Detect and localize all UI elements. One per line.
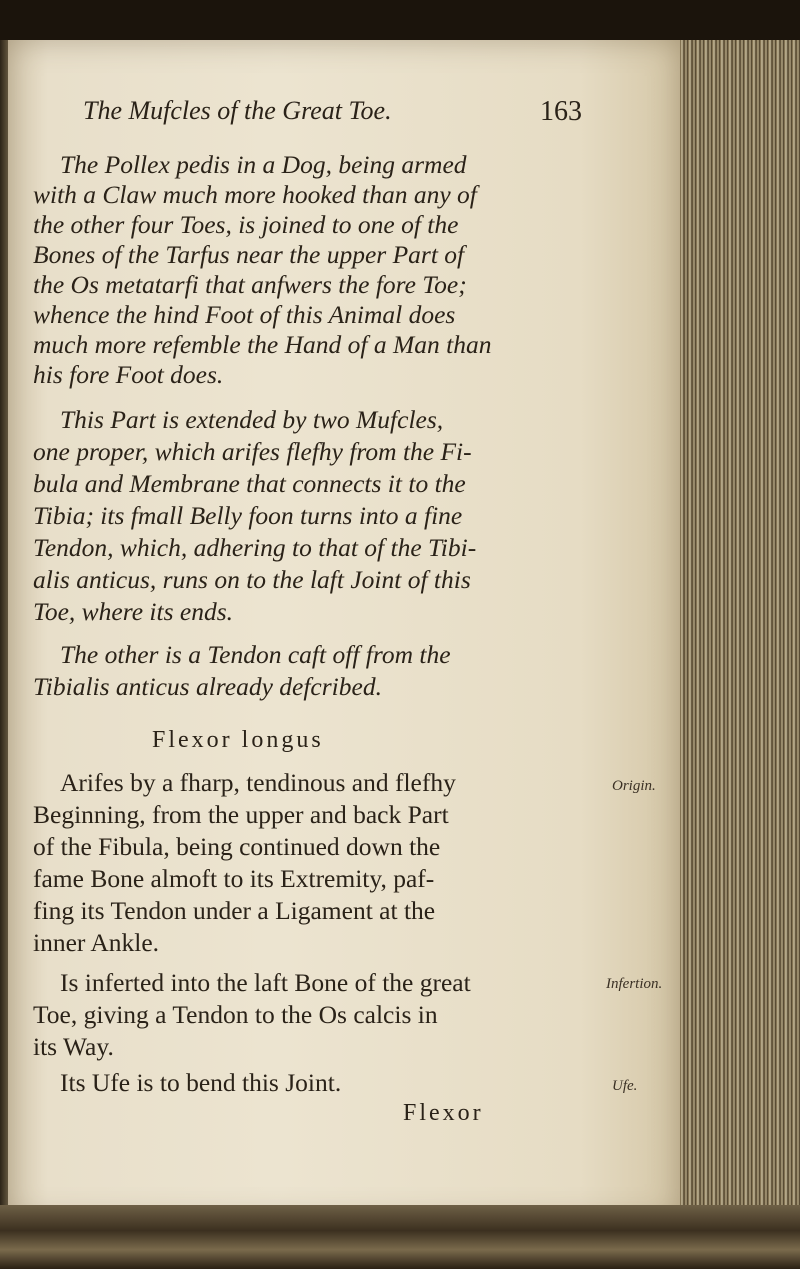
text-line: inner Ankle. bbox=[33, 928, 160, 957]
text-line: his fore Foot does. bbox=[33, 360, 224, 389]
text-line: The Pollex pedis in a Dog, being armed bbox=[60, 150, 467, 179]
text-line: the other four Toes, is joined to one of the bbox=[33, 210, 459, 239]
text-line: Tendon, which, adhering to that of the Tibi- bbox=[33, 533, 477, 562]
text-line: Tibia; its fmall Belly foon turns into a fine bbox=[33, 501, 463, 530]
text-line: the Os metatarfi that anfwers the fore Toe; bbox=[33, 270, 467, 299]
text-line: Bones of the Tarfus near the upper Part of bbox=[33, 240, 465, 269]
text-line: one proper, which arifes flefhy from the Fi- bbox=[33, 437, 472, 466]
text-line: Toe, giving a Tendon to the Os calcis in bbox=[33, 1000, 438, 1029]
text-line: with a Claw much more hooked than any of bbox=[33, 180, 477, 209]
text-line: Tibialis anticus already defcribed. bbox=[33, 672, 382, 701]
text-line: of the Fibula, being continued down the bbox=[33, 832, 441, 861]
text-line: Toe, where its ends. bbox=[33, 597, 233, 626]
text-line: This Part is extended by two Mufcles, bbox=[60, 405, 444, 434]
section-heading: Flexor longus bbox=[152, 727, 324, 753]
margin-note-insertion: Infertion. bbox=[606, 976, 663, 992]
text-line: Beginning, from the upper and back Part bbox=[33, 800, 449, 829]
catchword: Flexor bbox=[403, 1100, 484, 1126]
page-number: 163 bbox=[540, 96, 582, 127]
text-line: alis anticus, runs on to the laft Joint of this bbox=[33, 565, 471, 594]
running-title: The Mufcles of the Great Toe. bbox=[83, 96, 392, 125]
text-line: Is inferted into the laft Bone of the great bbox=[60, 968, 471, 997]
text-line: fing its Tendon under a Ligament at the bbox=[33, 896, 436, 925]
margin-note-origin: Origin. bbox=[612, 778, 656, 794]
text-line: Arifes by a fharp, tendinous and flefhy bbox=[60, 768, 456, 797]
text-line: The other is a Tendon caft off from the bbox=[60, 640, 451, 669]
text-line: its Way. bbox=[33, 1032, 114, 1061]
text-line: Its Ufe is to bend this Joint. bbox=[60, 1068, 342, 1097]
margin-note-use: Ufe. bbox=[612, 1078, 638, 1094]
text-line: bula and Membrane that connects it to the bbox=[33, 469, 466, 498]
text-line: much more refemble the Hand of a Man than bbox=[33, 330, 492, 359]
text-line: whence the hind Foot of this Animal does bbox=[33, 300, 456, 329]
text-line: fame Bone almoft to its Extremity, paf- bbox=[33, 864, 435, 893]
